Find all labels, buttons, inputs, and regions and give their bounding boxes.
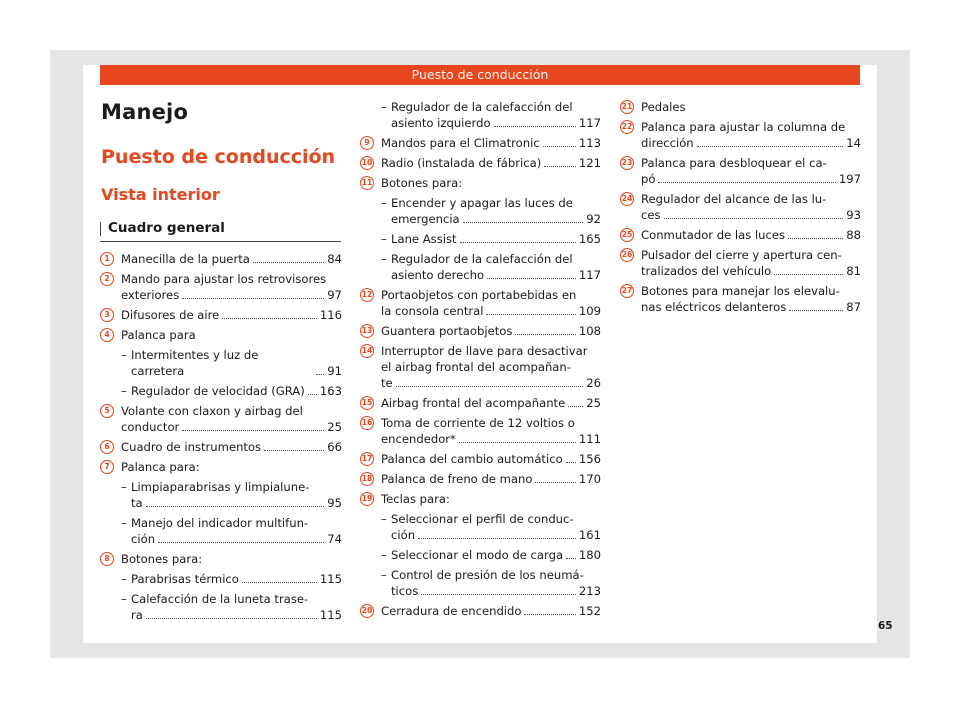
- legend-entry-row: [391, 547, 601, 563]
- dash-bullet: –: [381, 252, 387, 266]
- legend-text-line: Toma de corriente de 12 voltios o: [381, 416, 575, 430]
- legend-entry-row: [641, 207, 861, 223]
- legend-text-line: Regulador del alcance de las lu-: [641, 192, 827, 206]
- legend-label: Cuadro de instrumentos: [121, 440, 262, 454]
- dot-leader: [515, 334, 575, 335]
- section-marker: [100, 222, 101, 236]
- callout-number-badge: 10: [360, 156, 374, 170]
- dot-leader: [146, 618, 317, 619]
- page-reference: 88: [846, 228, 861, 242]
- dot-leader: [566, 462, 576, 463]
- overview-heading: Cuadro general: [108, 220, 225, 236]
- legend-item: [100, 307, 342, 323]
- legend-label: Cerradura de encendido: [381, 604, 522, 618]
- legend-item: [620, 155, 861, 187]
- legend-text-line: el airbag frontal del acompañan-: [381, 360, 571, 374]
- legend-label: Pedales: [641, 100, 686, 114]
- legend-label: la consola central: [381, 304, 484, 318]
- legend-entry-row: [641, 299, 861, 315]
- dash-bullet: –: [121, 516, 127, 530]
- dash-bullet: –: [121, 348, 127, 362]
- dot-leader: [568, 406, 583, 407]
- page-reference: 81: [846, 264, 861, 278]
- subsection-title: Vista interior: [101, 185, 220, 204]
- page-reference: 156: [578, 452, 601, 466]
- dot-leader: [316, 374, 324, 375]
- dot-leader: [182, 298, 324, 299]
- dash-bullet: –: [121, 592, 127, 606]
- page-reference: 97: [327, 288, 342, 302]
- dot-leader: [774, 274, 843, 275]
- callout-number-badge: 15: [360, 396, 374, 410]
- legend-entry-row: [381, 451, 601, 467]
- legend-text-line: Pulsador del cierre y apertura cen-: [641, 248, 842, 262]
- legend-subitem: [360, 251, 601, 283]
- dot-leader: [788, 238, 843, 239]
- legend-item: [100, 251, 342, 267]
- page-reference: 92: [586, 212, 601, 226]
- legend-column-3: [620, 99, 861, 319]
- legend-label: asiento izquierdo: [391, 116, 491, 130]
- page-reference: 113: [578, 136, 601, 150]
- callout-number-badge: 17: [360, 452, 374, 466]
- legend-label: asiento derecho: [391, 268, 485, 282]
- page-reference: 197: [838, 172, 861, 186]
- page-reference: 25: [327, 420, 342, 434]
- legend-entry-row: [391, 267, 601, 283]
- callout-number-badge: 7: [100, 460, 114, 474]
- legend-text-line: Calefacción de la luneta trase-: [131, 592, 309, 606]
- legend-item: [620, 191, 861, 223]
- legend-item: [360, 343, 601, 391]
- callout-number-badge: 3: [100, 308, 114, 322]
- legend-subitem: [100, 479, 342, 511]
- legend-entry-row: [641, 227, 861, 243]
- page-reference: 25: [586, 396, 601, 410]
- legend-label: Conmutador de las luces: [641, 228, 786, 242]
- page-reference: 91: [327, 364, 342, 378]
- legend-subitem: [100, 383, 342, 399]
- callout-number-badge: 27: [620, 284, 634, 298]
- legend-entry-row: [381, 431, 601, 447]
- legend-entry-row: [381, 175, 601, 191]
- dash-bullet: –: [381, 100, 387, 114]
- legend-entry-row: [121, 439, 342, 455]
- page-reference: 115: [319, 608, 342, 622]
- legend-item: [360, 155, 601, 171]
- legend-item: [100, 459, 342, 475]
- dot-leader: [459, 442, 576, 443]
- page-reference: 108: [578, 324, 601, 338]
- legend-text-line: Palanca para desbloquear el ca-: [641, 156, 827, 170]
- legend-entry-row: [131, 571, 342, 587]
- legend-item: [360, 491, 601, 507]
- page-reference: 117: [578, 116, 601, 130]
- legend-label: ticos: [391, 584, 419, 598]
- legend-item: [360, 323, 601, 339]
- chapter-title: Manejo: [101, 100, 189, 124]
- page-reference: 109: [578, 304, 601, 318]
- dot-leader: [487, 278, 576, 279]
- legend-label: Teclas para:: [381, 492, 450, 506]
- legend-item: [620, 247, 861, 279]
- page-reference: 111: [578, 432, 601, 446]
- dot-leader: [789, 310, 843, 311]
- legend-subitem: [360, 511, 601, 543]
- legend-label: ces: [641, 208, 661, 222]
- dot-leader: [421, 594, 576, 595]
- legend-item: [620, 227, 861, 243]
- legend-label: Lane Assist: [391, 232, 457, 246]
- legend-label: tralizados del vehículo: [641, 264, 772, 278]
- dot-leader: [463, 222, 584, 223]
- legend-item: [620, 119, 861, 151]
- dot-leader: [544, 166, 576, 167]
- legend-entry-row: [131, 347, 342, 379]
- dash-bullet: –: [381, 232, 387, 246]
- legend-label: Seleccionar el modo de carga: [391, 548, 564, 562]
- legend-entry-row: [641, 171, 861, 187]
- page-reference: 152: [578, 604, 601, 618]
- legend-entry-row: [121, 251, 342, 267]
- legend-entry-row: [381, 471, 601, 487]
- legend-entry-row: [381, 375, 601, 391]
- dash-bullet: –: [381, 196, 387, 210]
- dash-bullet: –: [381, 512, 387, 526]
- legend-text-line: Seleccionar el perfil de conduc-: [391, 512, 574, 526]
- legend-item: [620, 99, 861, 115]
- page-reference: 117: [578, 268, 601, 282]
- legend-subitem: [360, 567, 601, 599]
- legend-label: Mandos para el Climatronic: [381, 136, 540, 150]
- callout-number-badge: 26: [620, 248, 634, 262]
- legend-item: [100, 403, 342, 435]
- legend-entry-row: [131, 531, 342, 547]
- legend-subitem: [100, 571, 342, 587]
- page-number: 65: [878, 620, 893, 632]
- legend-text-line: Mando para ajustar los retrovisores: [121, 272, 327, 286]
- legend-entry-row: [391, 231, 601, 247]
- dot-leader: [697, 146, 844, 147]
- legend-entry-row: [391, 115, 601, 131]
- dot-leader: [535, 482, 575, 483]
- legend-entry-row: [131, 607, 342, 623]
- legend-item: [360, 471, 601, 487]
- legend-label: Palanca de freno de mano: [381, 472, 533, 486]
- dash-bullet: –: [381, 568, 387, 582]
- legend-label: Radio (instalada de fábrica): [381, 156, 542, 170]
- callout-number-badge: 12: [360, 288, 374, 302]
- legend-entry-row: [641, 263, 861, 279]
- legend-subitem: [360, 231, 601, 247]
- legend-item: [100, 327, 342, 343]
- dot-leader: [486, 314, 575, 315]
- dot-leader: [494, 126, 576, 127]
- callout-number-badge: 22: [620, 120, 634, 134]
- legend-label: Parabrisas térmico: [131, 572, 239, 586]
- callout-number-badge: 13: [360, 324, 374, 338]
- page-reference: 66: [327, 440, 342, 454]
- page-reference: 93: [846, 208, 861, 222]
- section-title: Puesto de conducción: [101, 146, 336, 168]
- legend-label: Palanca para: [121, 328, 196, 342]
- callout-number-badge: 14: [360, 344, 374, 358]
- page-reference: 121: [578, 156, 601, 170]
- callout-number-badge: 5: [100, 404, 114, 418]
- page-reference: 161: [578, 528, 601, 542]
- callout-number-badge: 21: [620, 100, 634, 114]
- legend-label: conductor: [121, 420, 180, 434]
- dot-leader: [664, 218, 844, 219]
- legend-item: [360, 287, 601, 319]
- dot-leader: [524, 614, 575, 615]
- dot-leader: [242, 582, 317, 583]
- callout-number-badge: 6: [100, 440, 114, 454]
- legend-subitem: [360, 547, 601, 563]
- dash-bullet: –: [381, 548, 387, 562]
- dot-leader: [264, 450, 324, 451]
- legend-entry-row: [381, 155, 601, 171]
- page-reference: 163: [319, 384, 342, 398]
- legend-label: exteriores: [121, 288, 180, 302]
- legend-entry-row: [121, 419, 342, 435]
- dash-bullet: –: [121, 572, 127, 586]
- legend-item: [360, 175, 601, 191]
- legend-label: Guantera portaobjetos: [381, 324, 513, 338]
- callout-number-badge: 23: [620, 156, 634, 170]
- legend-entry-row: [381, 395, 601, 411]
- legend-label: Regulador de velocidad (GRA): [131, 384, 305, 398]
- legend-text-line: Botones para manejar los elevalu-: [641, 284, 840, 298]
- legend-text-line: Limpiaparabrisas y limpialune-: [131, 480, 310, 494]
- legend-item: [100, 271, 342, 303]
- legend-text-line: Portaobjetos con portabebidas en: [381, 288, 577, 302]
- legend-entry-row: [641, 99, 861, 115]
- legend-subitem: [360, 195, 601, 227]
- dot-leader: [658, 182, 835, 183]
- legend-label: dirección: [641, 136, 694, 150]
- callout-number-badge: 24: [620, 192, 634, 206]
- callout-number-badge: 19: [360, 492, 374, 506]
- dot-leader: [308, 394, 317, 395]
- legend-item: [100, 551, 342, 567]
- legend-label: ta: [131, 496, 143, 510]
- page-reference: 95: [327, 496, 342, 510]
- legend-item: [360, 135, 601, 151]
- legend-text-line: Palanca para ajustar la columna de: [641, 120, 846, 134]
- legend-entry-row: [121, 551, 342, 567]
- legend-label: te: [381, 376, 393, 390]
- legend-column-2: [360, 99, 601, 623]
- legend-item: [100, 439, 342, 455]
- legend-entry-row: [121, 307, 342, 323]
- dot-leader: [418, 538, 576, 539]
- legend-label: pó: [641, 172, 656, 186]
- legend-item: [360, 415, 601, 447]
- legend-entry-row: [381, 323, 601, 339]
- dot-leader: [158, 542, 324, 543]
- legend-entry-row: [131, 383, 342, 399]
- legend-text-line: Encender y apagar las luces de: [391, 196, 573, 210]
- legend-label: emergencia: [391, 212, 460, 226]
- callout-number-badge: 1: [100, 252, 114, 266]
- section-divider: [100, 241, 341, 242]
- dot-leader: [182, 430, 324, 431]
- legend-column-1: [100, 251, 342, 627]
- callout-number-badge: 4: [100, 328, 114, 342]
- legend-entry-row: [641, 135, 861, 151]
- legend-item: [360, 395, 601, 411]
- callout-number-badge: 8: [100, 552, 114, 566]
- legend-label: ción: [391, 528, 416, 542]
- legend-text-line: Regulador de la calefacción del: [391, 252, 573, 266]
- legend-label: ra: [131, 608, 143, 622]
- callout-number-badge: 16: [360, 416, 374, 430]
- legend-entry-row: [381, 603, 601, 619]
- page-reference: 165: [578, 232, 601, 246]
- callout-number-badge: 18: [360, 472, 374, 486]
- legend-item: [360, 603, 601, 619]
- legend-label: Palanca para:: [121, 460, 200, 474]
- legend-text-line: Manejo del indicador multifun-: [131, 516, 309, 530]
- legend-entry-row: [391, 211, 601, 227]
- dot-leader: [222, 318, 317, 319]
- dot-leader: [396, 386, 584, 387]
- legend-item: [620, 283, 861, 315]
- page-reference: 180: [578, 548, 601, 562]
- page-reference: 87: [846, 300, 861, 314]
- dot-leader: [566, 558, 576, 559]
- dot-leader: [543, 146, 576, 147]
- page-reference: 74: [327, 532, 342, 546]
- legend-entry-row: [131, 495, 342, 511]
- legend-label: Botones para:: [121, 552, 203, 566]
- legend-text-line: Regulador de la calefacción del: [391, 100, 573, 114]
- callout-number-badge: 20: [360, 604, 374, 618]
- page-reference: 213: [578, 584, 601, 598]
- legend-entry-row: [121, 327, 342, 343]
- page-reference: 84: [327, 252, 342, 266]
- legend-text-line: Control de presión de los neumá-: [391, 568, 584, 582]
- dot-leader: [253, 262, 324, 263]
- legend-entry-row: [381, 135, 601, 151]
- legend-label: Airbag frontal del acompañante: [381, 396, 566, 410]
- dot-leader: [146, 506, 325, 507]
- legend-entry-row: [381, 491, 601, 507]
- page-reference: 14: [846, 136, 861, 150]
- legend-subitem: [100, 591, 342, 623]
- legend-label: Palanca del cambio automático: [381, 452, 563, 466]
- page-reference: 170: [578, 472, 601, 486]
- legend-subitem: [100, 515, 342, 547]
- dot-leader: [460, 242, 576, 243]
- page-header: Puesto de conducción: [100, 65, 860, 85]
- legend-label: Difusores de aire: [121, 308, 220, 322]
- legend-subitem: [360, 99, 601, 131]
- legend-label: ción: [131, 532, 156, 546]
- callout-number-badge: 9: [360, 136, 374, 150]
- callout-number-badge: 2: [100, 272, 114, 286]
- legend-text-line: Interruptor de llave para desactivar: [381, 344, 588, 358]
- legend-text-line: Volante con claxon y airbag del: [121, 404, 303, 418]
- legend-label: Manecilla de la puerta: [121, 252, 250, 266]
- legend-entry-row: [391, 583, 601, 599]
- page-reference: 115: [319, 572, 342, 586]
- legend-entry-row: [391, 527, 601, 543]
- dash-bullet: –: [121, 480, 127, 494]
- dash-bullet: –: [121, 384, 127, 398]
- page-reference: 26: [586, 376, 601, 390]
- legend-item: [360, 451, 601, 467]
- legend-entry-row: [381, 303, 601, 319]
- legend-label: nas eléctricos delanteros: [641, 300, 787, 314]
- legend-label: Botones para:: [381, 176, 463, 190]
- page-reference: 116: [319, 308, 342, 322]
- legend-label: Intermitentes y luz de carretera: [131, 348, 259, 378]
- legend-subitem: [100, 347, 342, 379]
- callout-number-badge: 11: [360, 176, 374, 190]
- legend-entry-row: [121, 459, 342, 475]
- callout-number-badge: 25: [620, 228, 634, 242]
- legend-entry-row: [121, 287, 342, 303]
- legend-label: encendedor*: [381, 432, 456, 446]
